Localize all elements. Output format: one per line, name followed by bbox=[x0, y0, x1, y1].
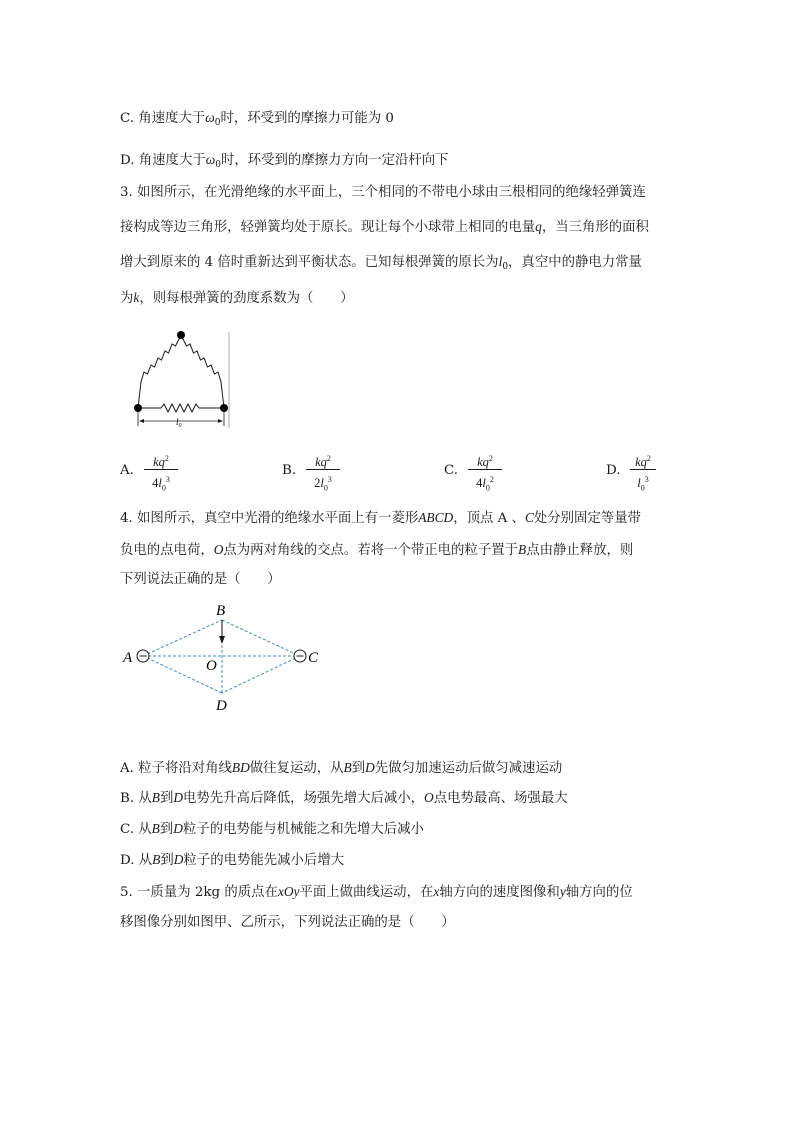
label-o: O bbox=[206, 658, 217, 674]
q4-stem-line1: 4. 如图所示，真空中光滑的绝缘水平面上有一菱形ABCD，顶点 A 、C处分别固定等量带 bbox=[120, 510, 642, 526]
q4-option-d[interactable]: D. 从B到D粒子的电势能先减小后增大 bbox=[120, 852, 345, 868]
label-d: D bbox=[216, 698, 227, 714]
ball-top bbox=[177, 331, 185, 339]
q4-option-c[interactable]: C. 从B到D粒子的电势能与机械能之和先增大后减小 bbox=[120, 821, 424, 837]
edge-cd bbox=[222, 656, 300, 693]
ball-left bbox=[134, 404, 142, 412]
q3-stem-line3: 增大到原来的 4 倍时重新达到平衡状态。已知每根弹簧的原长为$l_0$，真空中的静电力常量 bbox=[120, 254, 642, 272]
q3-stem-line1: 3. 如图所示，在光滑绝缘的水平面上，三个相同的不带电小球由三根相同的绝缘轻弹簧连 bbox=[120, 185, 646, 200]
q3-stem-line4: 为k，则每根弹簧的劲度系数为（ ） bbox=[120, 290, 354, 306]
q4-option-b[interactable]: B. 从B到D电势先升高后降低，场强先增大后减小，O点电势最高、场强最大 bbox=[120, 790, 568, 806]
q4-stem-line2: 负电的点电荷，O点为两对角线的交点。若将一个带正电的粒子置于B点由静止释放，则 bbox=[120, 542, 634, 558]
q4-stem-line3: 下列说法正确的是（ ） bbox=[120, 572, 281, 587]
q2-option-d: D. 角速度大于$\omega_0$时，环受到的摩擦力方向一定沿杆向下 bbox=[120, 152, 449, 170]
label-a: A bbox=[123, 650, 133, 666]
q4-option-a[interactable]: A. 粒子将沿对角线BD做往复运动，从B到D先做匀加速运动后做匀减速运动 bbox=[120, 760, 563, 776]
q4-rhombus-figure bbox=[118, 600, 328, 716]
q5-stem-line2: 移图像分别如图甲、乙所示，下列说法正确的是（ ） bbox=[120, 915, 455, 930]
edge-ab bbox=[143, 620, 222, 656]
q3-triangle-figure bbox=[128, 326, 238, 432]
bottom-spring bbox=[138, 404, 224, 412]
arrow-head-icon bbox=[219, 636, 225, 644]
right-spring bbox=[181, 335, 224, 408]
label-c: C bbox=[308, 650, 319, 666]
left-spring bbox=[138, 335, 181, 408]
ball-right bbox=[220, 404, 228, 412]
edge-bc bbox=[222, 620, 300, 656]
q2-option-c: C. 角速度大于$\omega_0$时，环受到的摩擦力可能为 0 bbox=[120, 110, 394, 128]
label-b: B bbox=[216, 603, 226, 619]
q3-stem-line2: 接构成等边三角形，轻弹簧均处于原长。现让每个小球带上相同的电量q，当三角形的面积 bbox=[120, 219, 649, 235]
q5-stem-line1: 5. 一质量为 2kg 的质点在xOy平面上做曲线运动，在x轴方向的速度图像和y轴方向的位 bbox=[120, 884, 633, 900]
dimension-label: $l_0$ bbox=[176, 417, 182, 429]
